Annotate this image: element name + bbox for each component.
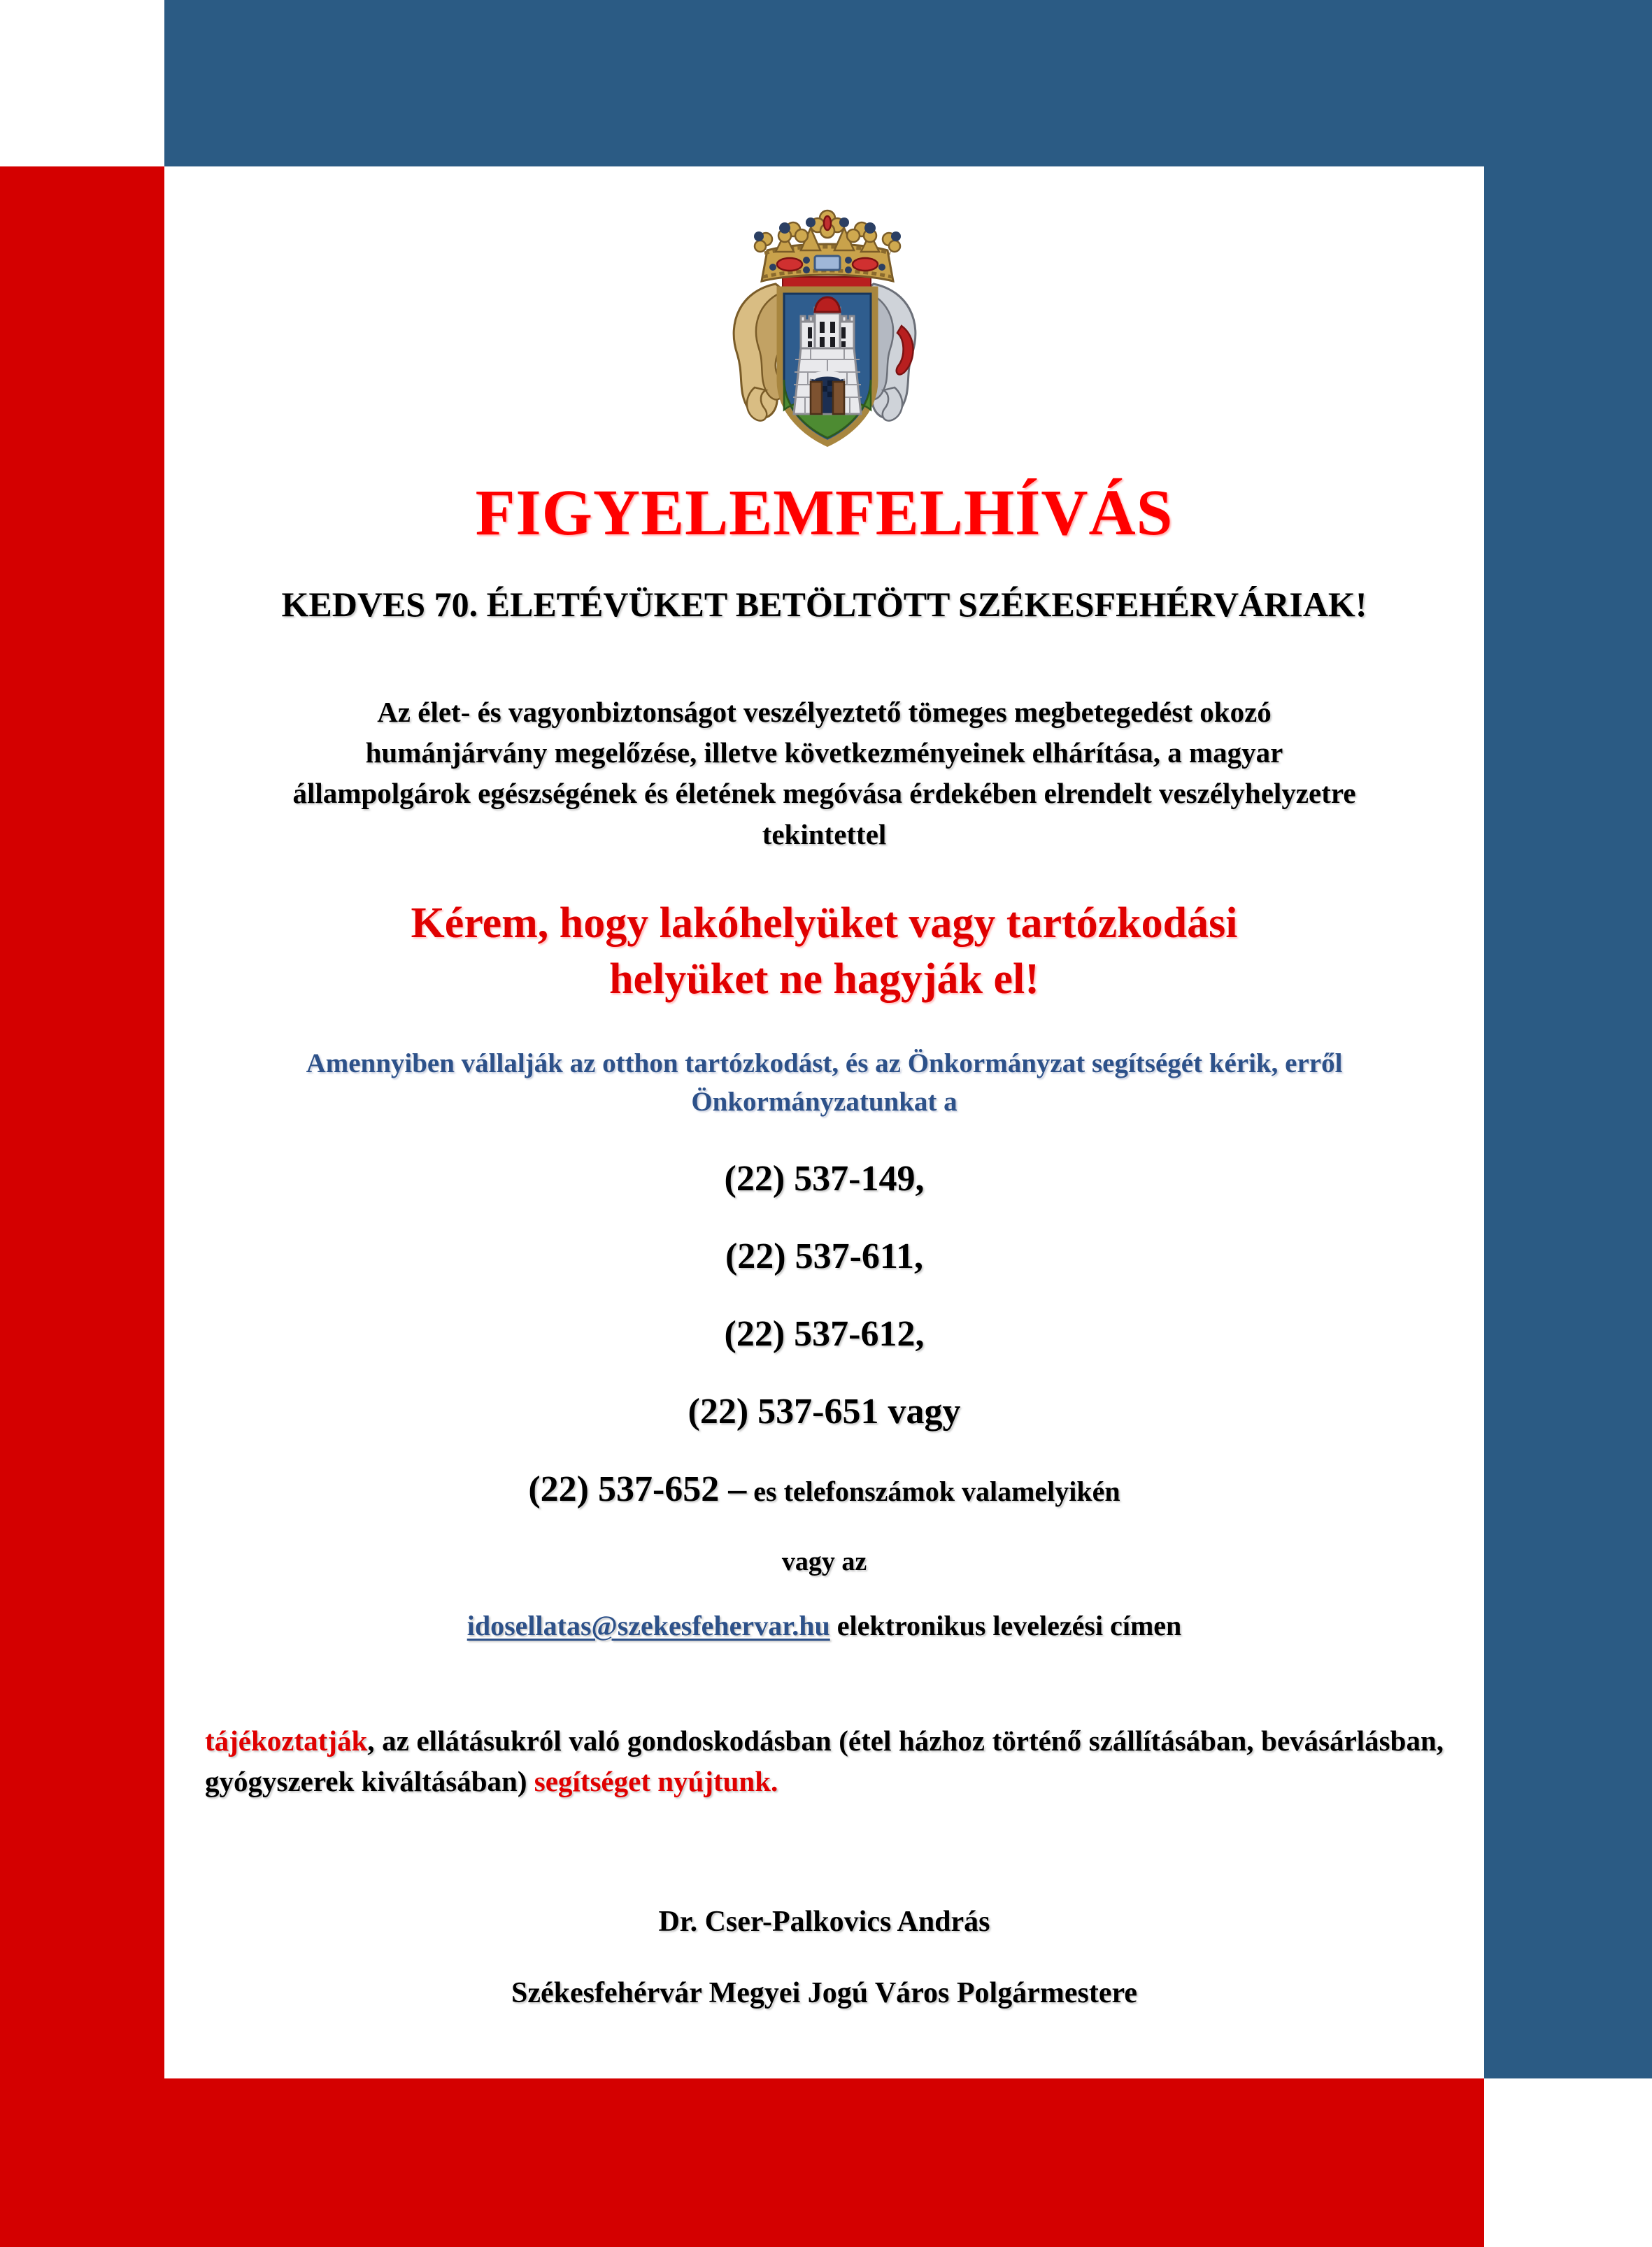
crest-container: [205, 166, 1444, 452]
frame-bar-red-bottom: [0, 2078, 1484, 2247]
closing-highlight-second: segítséget nyújtunk.: [534, 1765, 778, 1798]
phone-number-value-5: (22) 537-652 –: [528, 1469, 747, 1509]
phone-number-4[interactable]: [205, 1391, 1444, 1432]
signature-role: Székesfehérvár Megyei Jogú Város Polgármestere: [511, 1977, 1137, 2010]
closing-middle-text: , az ellátásukról való gondoskodásban (étel házhoz történő szállításában, bevásárlásban, gyógyszerek kiváltásában): [205, 1724, 1444, 1798]
phone-number-value-4: (22) 537-651 vagy: [688, 1391, 961, 1432]
phone-number-1[interactable]: [205, 1158, 1444, 1199]
email-line: [205, 1609, 1444, 1642]
closing-highlight-first: tájékoztatják: [205, 1724, 368, 1757]
frame-bar-red-left: [0, 166, 164, 2247]
closing-paragraph: [205, 1720, 1444, 1802]
page-subtitle: KEDVES 70. ÉLETÉVÜKET BETÖLTÖTT SZÉKESFEHÉRVÁRIAK!: [281, 585, 1367, 624]
or-connector: vagy az: [781, 1546, 867, 1576]
frame-bar-blue-right: [1484, 0, 1652, 2078]
lead-paragraph: Az élet- és vagyonbiztonságot veszélyeztető tömeges megbetegedést okozó humánjárvány megelőzése, illetve következményeinek elhárítása, a magyar állampolgárok egészségének és életének megóvása érdekében elrendelt veszélyhelyzetre tekintettel: [292, 696, 1356, 850]
plea-statement: Kérem, hogy lakóhelyüket vagy tartózkodási helyüket ne hagyják el!: [411, 899, 1238, 1004]
phone-number-2[interactable]: [205, 1236, 1444, 1277]
email-suffix: elektronikus levelezési címen: [829, 1609, 1182, 1641]
phone-number-value-3: (22) 537-612,: [724, 1313, 925, 1354]
frame-bar-blue-top: [164, 0, 1484, 166]
phone-number-3[interactable]: [205, 1313, 1444, 1355]
phone-number-tail-5: es telefonszámok valamelyikén: [746, 1475, 1120, 1507]
phone-number-value-2: (22) 537-611,: [725, 1236, 924, 1276]
phone-number-value-1: (22) 537-149,: [724, 1158, 925, 1199]
coat-of-arms-icon: [671, 200, 978, 452]
page-title: FIGYELEMFELHÍVÁS: [475, 477, 1174, 549]
signature-name: Dr. Cser-Palkovics András: [658, 1906, 990, 1939]
phone-number-5[interactable]: [205, 1469, 1444, 1510]
phone-list: [205, 1158, 1444, 1510]
poster-content-sheet: [164, 166, 1484, 2078]
assistance-note: Amennyiben vállalják az otthon tartózkodást, és az Önkormányzat segítségét kérik, erről Önkormányzatunkat a: [306, 1048, 1343, 1118]
email-link[interactable]: idosellatas@szekesfehervar.hu: [467, 1609, 830, 1641]
